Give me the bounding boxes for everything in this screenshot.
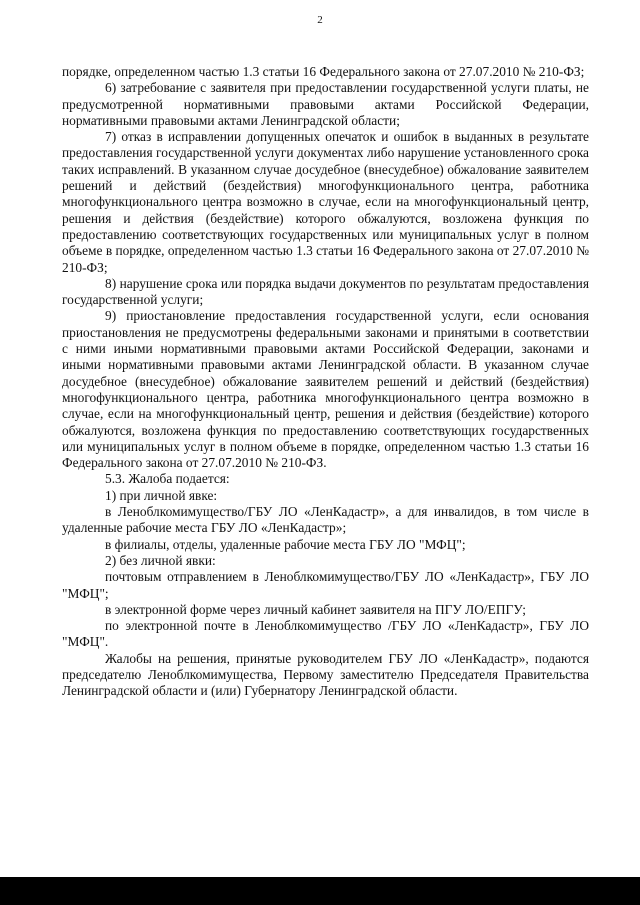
paragraph: в Леноблкомимущество/ГБУ ЛО «ЛенКадастр», а для инвалидов, в том числе в удаленные рабочие места ГБУ ЛО «ЛенКадастр»; xyxy=(62,504,589,536)
paragraph: порядке, определенном частью 1.3 статьи 16 Федерального закона от 27.07.2010 № 210-ФЗ; xyxy=(62,64,585,79)
paragraph: в филиалы, отделы, удаленные рабочие места ГБУ ЛО "МФЦ"; xyxy=(105,536,466,552)
paragraph: Жалобы на решения, принятые руководителем ГБУ ЛО «ЛенКадастр», подаются председателю Леноблкомимущества, Первому заместителю Председателя Правительства Ленинградской области и (или) Губернатору Ленинградской области. xyxy=(62,650,589,699)
section-heading: 5.3. Жалоба подается: xyxy=(105,471,230,487)
document-body xyxy=(62,64,589,700)
list-item: 1) при личной явке: xyxy=(105,487,218,503)
paragraph: 7) отказ в исправлении допущенных опечаток и ошибок в выданных в результате предоставления государственной услуги документах либо нарушение установленного срока таких исправлений. В указанном случае досудебное (внесудебное) обжалование заявителем решений и действий (бездействия) многофункционального центра, работника многофункционального центра возможно в случае, если на многофункциональный центр, решения и действия (бездействие) которого обжалуются, возложена функция по предоставлению соответствующих государственных или муниципальных услуг в полном объеме в порядке, определенном частью 1.3 статьи 16 Федерального закона от 27.07.2010 № 210-ФЗ; xyxy=(62,129,589,275)
page-number: 2 xyxy=(317,14,323,26)
paragraph: по электронной почте в Леноблкомимущество /ГБУ ЛО «ЛенКадастр», ГБУ ЛО "МФЦ". xyxy=(62,618,589,650)
list-item: 2) без личной явки: xyxy=(105,552,216,568)
paragraph: 8) нарушение срока или порядка выдачи документов по результатам предоставления государственной услуги; xyxy=(62,275,589,308)
paragraph: почтовым отправлением в Леноблкомимущество/ГБУ ЛО «ЛенКадастр», ГБУ ЛО "МФЦ"; xyxy=(62,569,589,601)
scan-bottom-edge xyxy=(0,877,640,905)
paragraph: 6) затребование с заявителя при предоставлении государственной услуги платы, не предусмотренной нормативными правовыми актами Российской Федерации, нормативными правовыми актами Ленинградской области; xyxy=(62,80,589,128)
paragraph: в электронной форме через личный кабинет заявителя на ПГУ ЛО/ЕПГУ; xyxy=(105,601,526,617)
paragraph: 9) приостановление предоставления государственной услуги, если основания приостановления не предусмотрены федеральными законами и принятыми в соответствии с ними иными нормативными правовыми актами Российской Федерации, законами и иными нормативными правовыми актами Ленинградской области. В указанном случае досудебное (внесудебное) обжалование заявителем решений и действий (бездействия) многофункционального центра, работника многофункционального центра возможно в случае, если на многофункциональный центр, решения и действия (бездействие) которого обжалуются, возложена функция по предоставлению соответствующих государственных или муниципальных услуг в полном объеме в порядке, определенном частью 1.3 статьи 16 Федерального закона от 27.07.2010 № 210-ФЗ. xyxy=(62,308,589,471)
